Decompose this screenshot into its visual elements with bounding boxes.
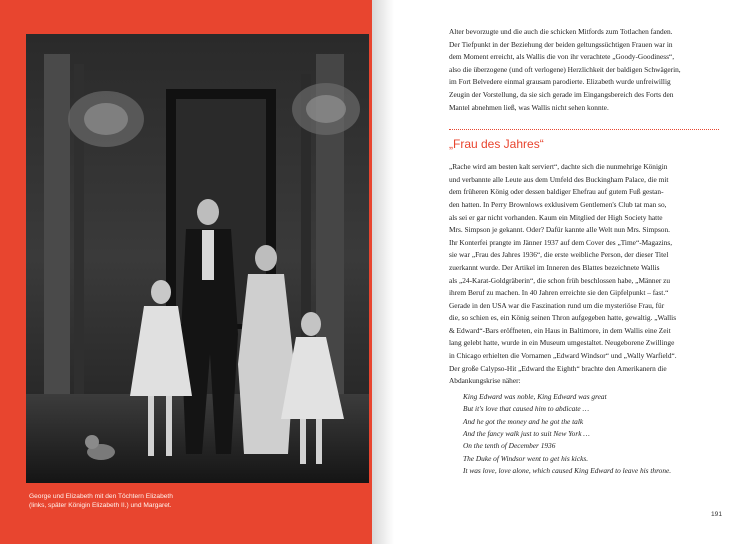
text-line: in Chicago erhielten die Vornamen „Edward Windsor“ und „Wally Warfield“.	[449, 351, 677, 361]
text-line: Der große Calypso-Hit „Edward the Eighth“ brachte den Amerikanern die	[449, 363, 667, 373]
text-line: Alter bevorzugte und die auch die schicken Mitfords zum Totlachen fanden.	[449, 27, 673, 36]
text-line: Der Tiefpunkt in der Beziehung der beiden geltungssüchtigen Frauen war in	[449, 39, 673, 49]
text-column	[449, 26, 719, 478]
poem-line: It was love, love alone, which caused King Edward to leave his throne.	[463, 466, 672, 476]
poem-line: And he got the money and he got the talk	[463, 416, 584, 426]
text-line: dem früheren König oder dessen baldiger Ehefrau auf gutem Fuß gestan-	[449, 187, 664, 197]
text-line: sie war „Frau des Jahres 1936“, die erste weibliche Person, der dieser Titel	[449, 250, 669, 260]
poem-line: King Edward was noble, King Edward was great	[463, 391, 607, 401]
text-line: also die überzogene (und oft verlogene) Herzlichkeit der baldigen Schwägerin,	[449, 64, 681, 74]
text-line: den hatten. In Perry Brownlows exklusivem Gentlemen's Club tat man so,	[449, 199, 667, 209]
text-line: und verbannte alle Leute aus dem Umfeld des Buckingham Palace, die mit	[449, 174, 669, 184]
photo-caption	[29, 492, 364, 510]
caption-line: (links, später Königin Elizabeth II.) und Margaret.	[29, 502, 172, 509]
poem-line: On the tenth of December 1936	[463, 441, 556, 451]
text-line: zuerkannt wurde. Der Artikel im Inneren des Blattes bezeichnete Wallis	[449, 262, 660, 272]
calypso-lyrics	[449, 391, 719, 478]
text-line: „Rache wird am besten kalt serviert“, dachte sich die nunmehrige Königin	[449, 162, 668, 172]
text-line: Mantel abnehmen ließ, was Wallis nicht sehen konnte.	[449, 102, 609, 112]
text-line: im Fort Belvedere einmal grausam parodierte. Elizabeth wurde unfreiwillig	[449, 77, 671, 87]
poem-line: The Duke of Windsor went to get his kicks.	[463, 453, 589, 463]
text-line: als „24-Karat-Goldgräberin“, die schon früh beschlossen habe, „Männer zu	[449, 275, 671, 285]
poem-line: And the fancy walk just to suit New York …	[463, 429, 590, 439]
family-photo-image	[26, 34, 369, 483]
intro-paragraph	[449, 26, 719, 114]
text-line: Gerade in den USA war die Faszination rund um die mysteriöse Frau, für	[449, 300, 665, 310]
page-number: 191	[711, 511, 723, 518]
text-line: Ihr Konterfei prangte im Jänner 1937 auf dem Cover des „Time“-Magazins,	[449, 237, 673, 247]
book-gutter	[372, 0, 394, 544]
text-line: die, so schien es, ein König seinen Thron aufgegeben hatte, gewaltig. „Wallis	[449, 313, 677, 323]
body-paragraph	[449, 161, 719, 388]
text-line: Zeugin der Vorstellung, da sie sich gerade im Eingangsbereich des Forts den	[449, 89, 674, 99]
text-line: Abdankungskrise näher:	[449, 376, 521, 386]
caption-line: George und Elizabeth mit den Töchtern Elizabeth	[29, 493, 173, 500]
family-photo	[26, 34, 369, 483]
left-page-red-panel	[0, 0, 372, 544]
text-line: dem Moment erreicht, als Wallis die von ihr verachtete „Goody-Goodiness“,	[449, 52, 675, 62]
text-line: als sei er gar nicht vorhanden. Kaum ein Mitglied der High Society hatte	[449, 212, 663, 222]
section-heading: „Frau des Jahres“	[449, 137, 544, 152]
text-line: Mrs. Simpson je gekannt. Oder? Dafür kannte alle Welt nun Mrs. Simpson.	[449, 225, 670, 235]
text-line: lang gelebt hatte, wurde in ein Museum umgestaltet. Neugeborene Zwillinge	[449, 338, 675, 348]
poem-line: But it's love that caused him to abdicate …	[463, 404, 589, 414]
text-line: & Edward“-Bars eröffneten, ein Haus in Baltimore, in dem Wallis eine Zeit	[449, 325, 671, 335]
text-line: ihrem Beruf zu machen. In 40 Jahren erreichte sie den Gipfelpunkt – fast.“	[449, 288, 669, 298]
